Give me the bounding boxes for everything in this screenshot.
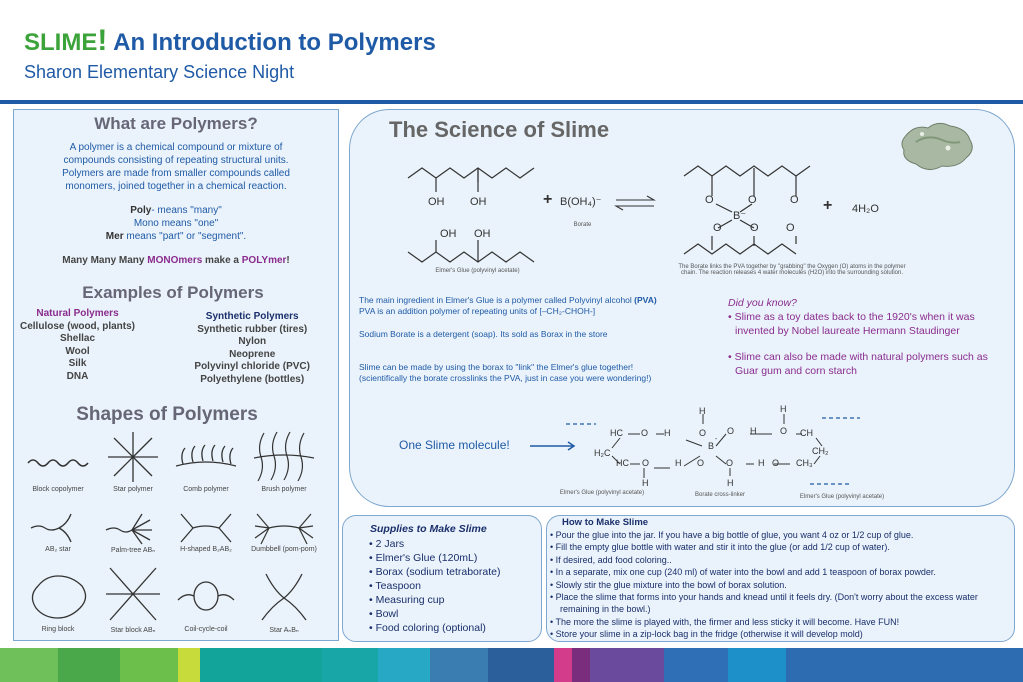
supply-item: • Measuring cup bbox=[369, 594, 445, 606]
definition-line: compounds consisting of repeating structural units. bbox=[63, 155, 289, 166]
natural-heading: Natural Polymers bbox=[36, 308, 119, 319]
caption-line: The Borate links the PVA together by "grabbing" the Oxygen (O) atoms in the polymer bbox=[678, 264, 906, 270]
atom-o: O bbox=[699, 428, 707, 438]
band-segment bbox=[590, 648, 664, 682]
ab2-star-icon bbox=[23, 506, 93, 546]
atom-o: O bbox=[642, 458, 650, 468]
shape-label: Palm-tree ABₙ bbox=[110, 547, 156, 554]
shape-label: Dumbbell (pom-pom) bbox=[251, 546, 317, 553]
supply-item: • Elmer's Glue (120mL) bbox=[369, 552, 478, 564]
molecule-label: Elmer's Glue (polyvinyl acetate) bbox=[799, 494, 885, 500]
coil-cycle-coil-icon bbox=[171, 568, 241, 626]
glue-label: Elmer's Glue (polyvinyl acetate) bbox=[435, 268, 520, 274]
pva-line bbox=[359, 295, 719, 306]
oh-label: OH bbox=[470, 196, 487, 208]
how-to-step: • Slowly stir the glue mixture into the bowl of borax solution. bbox=[550, 579, 787, 590]
atom-o: O bbox=[697, 458, 705, 468]
molecule-label: Elmer's Glue (polyvinyl acetate) bbox=[559, 490, 645, 496]
title-exclamation: ! bbox=[97, 24, 108, 57]
shape-label: Star block ABₙ bbox=[110, 627, 156, 634]
did-you-know-fact: • Slime as a toy dates back to the 1920's when it was invented by Nobel laureate Hermann Staudinger bbox=[728, 311, 975, 337]
shape-label: Brush polymer bbox=[261, 486, 307, 493]
band-segment bbox=[554, 648, 572, 682]
how-to-step: • In a separate, mix one cup (240 ml) of water into the bowl and add 1 teaspoon of borax powder. bbox=[550, 567, 936, 578]
band-segment bbox=[0, 648, 58, 682]
shape-ring-block bbox=[18, 568, 98, 633]
pva-paragraph bbox=[359, 295, 719, 316]
pva-abbrev: (PVA) bbox=[634, 295, 657, 305]
boron-label: B⁻ bbox=[733, 210, 747, 222]
ring-block-icon bbox=[23, 568, 93, 626]
atom-o: O bbox=[780, 426, 788, 436]
borate-formula: B(OH₄)⁻ bbox=[560, 196, 602, 208]
poster-subtitle: Sharon Elementary Science Night bbox=[24, 62, 295, 82]
synthetic-item: Polyvinyl chloride (PVC) bbox=[194, 361, 310, 372]
molecule-label: Borate cross-linker bbox=[694, 492, 745, 498]
how-to-step: • Store your slime in a zip-lock bag in the fridge (otherwise it will develop mold) bbox=[550, 629, 863, 640]
atom-negative: - bbox=[715, 436, 718, 443]
synthetic-heading: Synthetic Polymers bbox=[205, 311, 299, 322]
examples-columns bbox=[20, 308, 310, 386]
science-title: The Science of Slime bbox=[389, 117, 610, 142]
footer-color-band bbox=[0, 648, 1023, 682]
oxygen-label: O bbox=[748, 194, 757, 206]
atom-o: O bbox=[726, 458, 734, 468]
oh-label: OH bbox=[474, 228, 491, 240]
atom-o: O bbox=[727, 426, 735, 436]
atom-h: H bbox=[675, 458, 682, 468]
prefix-meanings bbox=[18, 204, 334, 243]
plus-sign: + bbox=[823, 197, 833, 214]
how-to-step: • The more the slime is played with, the firmer and less sticky it will become. Have FUN! bbox=[550, 616, 900, 627]
poly-line bbox=[18, 204, 334, 217]
band-segment bbox=[664, 648, 728, 682]
definition-line: Polymers are made from smaller compounds called bbox=[62, 168, 290, 179]
natural-polymers-list bbox=[20, 308, 135, 386]
crosslink-paragraph bbox=[359, 362, 719, 383]
supplies-title: Supplies to Make Slime bbox=[370, 523, 487, 535]
how-to-title: How to Make Slime bbox=[562, 517, 649, 528]
make-a: make a bbox=[202, 255, 242, 266]
band-segment bbox=[786, 648, 1023, 682]
h-shaped-icon bbox=[171, 506, 241, 546]
slime-blob-image bbox=[898, 118, 976, 174]
synthetic-item: Neoprene bbox=[229, 348, 276, 360]
pva-structure-bottom bbox=[406, 238, 541, 268]
natural-item: Wool bbox=[65, 345, 90, 357]
borate-paragraph: Sodium Borate is a detergent (soap). Its sold as Borax in the store bbox=[359, 329, 608, 339]
atom-ch3: CH₃ bbox=[796, 458, 813, 468]
atom-h: H bbox=[699, 406, 706, 416]
star-block-icon bbox=[98, 562, 168, 626]
supply-item: • Borax (sodium tetraborate) bbox=[369, 566, 501, 578]
comb-polymer-icon bbox=[171, 440, 241, 486]
palm-tree-icon bbox=[98, 506, 168, 546]
poster-title bbox=[24, 24, 436, 58]
shapes-heading: Shapes of Polymers bbox=[76, 404, 258, 425]
mer-meaning: means "part" or "segment". bbox=[123, 231, 247, 242]
shape-star-polymer bbox=[93, 428, 173, 493]
did-you-know-title: Did you know? bbox=[728, 297, 797, 309]
band-segment bbox=[200, 648, 322, 682]
title-slime-word: SLIME bbox=[24, 29, 98, 56]
shape-label: Ring block bbox=[41, 626, 75, 633]
mmm-end: ! bbox=[286, 255, 290, 266]
shape-block-copolymer bbox=[18, 440, 98, 493]
supply-item: • Teaspoon bbox=[369, 580, 421, 592]
band-segment bbox=[378, 648, 430, 682]
atom-ch: CH bbox=[800, 428, 813, 438]
band-segment bbox=[488, 648, 554, 682]
poster-header bbox=[24, 24, 436, 83]
supply-item: • Bowl bbox=[369, 608, 399, 620]
header-divider bbox=[0, 100, 1023, 104]
dumbbell-icon bbox=[249, 506, 319, 546]
shape-label: Block copolymer bbox=[32, 486, 84, 493]
definition-line: monomers, joined together in a chemical reaction. bbox=[65, 181, 287, 192]
brush-polymer-icon bbox=[249, 428, 319, 486]
equilibrium-arrows-icon bbox=[614, 194, 656, 212]
shape-label: H-shaped B₂AB₂ bbox=[180, 546, 232, 553]
band-segment bbox=[572, 648, 590, 682]
oh-label: OH bbox=[440, 228, 457, 240]
mer-line bbox=[18, 230, 334, 243]
pva-text: The main ingredient in Elmer's Glue is a polymer called Polyvinyl alcohol bbox=[359, 295, 635, 305]
atom-h: H bbox=[780, 404, 787, 414]
oxygen-label: O bbox=[713, 222, 722, 234]
synthetic-item: Synthetic rubber (tires) bbox=[197, 323, 308, 335]
did-you-know bbox=[728, 296, 998, 378]
synthetic-polymers-list bbox=[194, 308, 310, 386]
poly-prefix: Poly bbox=[130, 205, 152, 216]
oxygen-label: O bbox=[786, 222, 795, 234]
what-heading: What are Polymers? bbox=[94, 114, 258, 133]
crosslink-line: (scientifically the borate crosslinks the PVA, just in case you were wondering!) bbox=[359, 372, 652, 383]
did-you-know-fact: • Slime can also be made with natural polymers such as Guar gum and corn starch bbox=[728, 351, 988, 377]
oxygen-label: O bbox=[790, 194, 799, 206]
synthetic-item: Nylon bbox=[238, 336, 267, 347]
mer-prefix: Mer bbox=[105, 231, 124, 242]
borate-label: Borate bbox=[573, 222, 592, 228]
shape-comb-polymer bbox=[166, 440, 246, 493]
band-segment bbox=[58, 648, 120, 682]
atom-b: B bbox=[708, 441, 715, 451]
plus-sign: + bbox=[543, 191, 553, 208]
band-segment bbox=[178, 648, 200, 682]
shape-star-anbn bbox=[244, 568, 324, 634]
block-copolymer-icon bbox=[23, 440, 93, 486]
atom-h: H bbox=[642, 478, 649, 488]
borate-caption bbox=[664, 264, 920, 276]
atom-h: H bbox=[664, 428, 671, 438]
supplies-list bbox=[369, 537, 500, 635]
star-polymer-icon bbox=[98, 428, 168, 486]
oh-label: OH bbox=[428, 196, 445, 208]
shape-brush-polymer bbox=[244, 428, 324, 493]
how-to-step: • Place the slime that forms into your hands and knead until it feels dry. (Don't worry about the excess water remaining in the bowl.) bbox=[550, 592, 978, 615]
atom-ch2: CH₂ bbox=[812, 446, 829, 456]
atom-h: H bbox=[750, 426, 757, 436]
many-monomers-line bbox=[13, 255, 339, 266]
pva-repeat-line: PVA is an addition polymer of repeating units of [–CH₂-CHOH-] bbox=[359, 305, 596, 316]
how-to-step: • If desired, add food coloring.. bbox=[550, 554, 672, 565]
polymer-word: POLYmer bbox=[241, 255, 287, 266]
band-segment bbox=[322, 648, 378, 682]
how-to-step: • Fill the empty glue bottle with water and stir it into the glue (or add 1/2 cup of water). bbox=[550, 542, 890, 553]
polymer-definition bbox=[18, 141, 334, 193]
caption-line: chain. The reaction releases 4 water molecules (H2O) into the surrounding solution. bbox=[680, 270, 903, 276]
water-formula: 4H₂O bbox=[852, 203, 879, 215]
shape-label: Star polymer bbox=[113, 486, 153, 493]
shape-palm-tree bbox=[93, 506, 173, 554]
supply-item: • Food coloring (optional) bbox=[369, 622, 486, 634]
atom-h: H bbox=[758, 458, 765, 468]
natural-item: Cellulose (wood, plants) bbox=[20, 320, 136, 332]
atom-hc: HC bbox=[616, 458, 629, 468]
shape-label: Coil-cycle-coil bbox=[184, 626, 228, 633]
how-to-steps bbox=[550, 529, 1012, 641]
band-segment bbox=[728, 648, 786, 682]
oxygen-label: O bbox=[705, 194, 714, 206]
shape-label: Comb polymer bbox=[183, 486, 229, 493]
shape-coil-cycle-coil bbox=[166, 568, 246, 633]
band-segment bbox=[120, 648, 178, 682]
shape-dumbbell bbox=[244, 506, 324, 553]
mono-line: Mono means "one" bbox=[133, 218, 219, 229]
atom-hc: HC bbox=[610, 428, 623, 438]
atom-h2c: H₂C bbox=[594, 448, 611, 458]
natural-item: Shellac bbox=[59, 333, 96, 344]
how-to-step: • Pour the glue into the jar. If you have a big bottle of glue, you want 4 oz or 1/2 cup of glue. bbox=[550, 530, 914, 540]
definition-line: A polymer is a chemical compound or mixture of bbox=[69, 142, 283, 153]
synthetic-item: Polyethylene (bottles) bbox=[200, 373, 305, 385]
natural-item: Silk bbox=[68, 358, 87, 369]
shape-h-shaped bbox=[166, 506, 246, 553]
monomers-word: MONOmers bbox=[147, 255, 203, 266]
star-anbn-icon bbox=[249, 568, 319, 626]
crosslink-line: Slime can be made by using the borax to "link" the Elmer's glue together! bbox=[359, 362, 634, 372]
shape-label: Star AₙBₙ bbox=[269, 627, 299, 634]
atom-o: O bbox=[641, 428, 649, 438]
shape-ab2-star bbox=[18, 506, 98, 553]
shape-star-block bbox=[93, 562, 173, 634]
shape-label: AB₂ star bbox=[45, 546, 71, 553]
atom-h: H bbox=[727, 478, 734, 488]
borate-crosslink-structure bbox=[680, 160, 820, 256]
mmm-lead: Many Many Many bbox=[62, 255, 148, 266]
supply-item: • 2 Jars bbox=[369, 538, 405, 550]
band-segment bbox=[430, 648, 488, 682]
atom-o: O bbox=[772, 458, 780, 468]
natural-item: DNA bbox=[66, 370, 89, 382]
examples-heading: Examples of Polymers bbox=[82, 283, 264, 302]
title-rest: An Introduction to Polymers bbox=[107, 29, 436, 56]
oxygen-label: O bbox=[750, 222, 759, 234]
one-slime-molecule-label: One Slime molecule! bbox=[399, 438, 510, 452]
poly-meaning: - means "many" bbox=[151, 205, 222, 216]
